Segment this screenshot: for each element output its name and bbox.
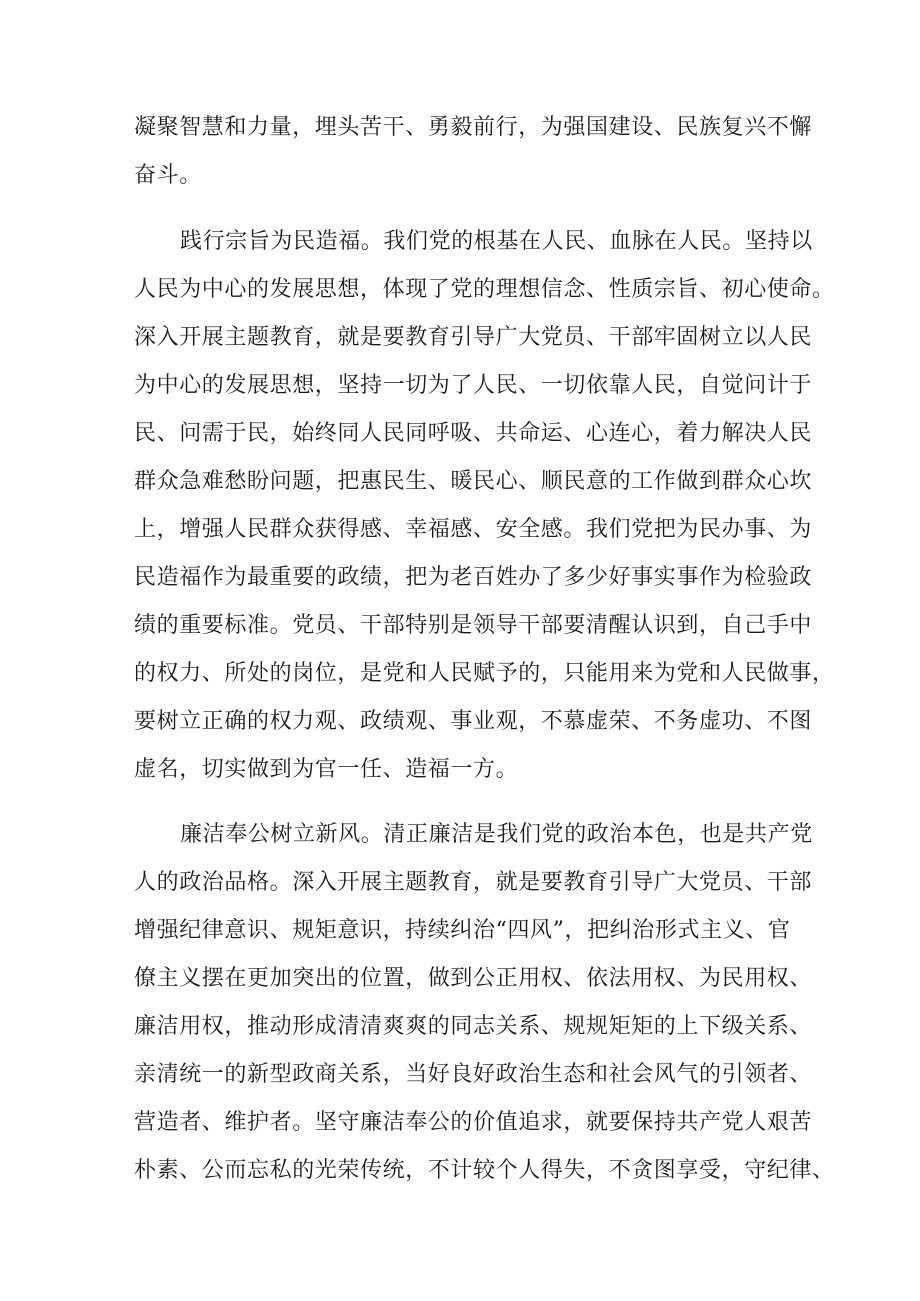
text-line: 群众急难愁盼问题，把惠民生、暖民心、顺民意的工作做到群众心坎 — [134, 469, 813, 494]
text-line: 僚主义摆在更加突出的位置，做到公正用权、依法用权、为民用权、 — [134, 966, 813, 991]
text-line: 凝聚智慧和力量，埋头苦干、勇毅前行，为强国建设、民族复兴不懈 — [134, 115, 813, 140]
text-line: 奋斗。 — [134, 163, 202, 188]
text-line: 践行宗旨为民造福。我们党的根基在人民、血脉在人民。坚持以 — [180, 229, 813, 254]
text-line: 民造福作为最重要的政绩，把为老百姓办了多少好事实事作为检验政 — [134, 565, 813, 590]
text-line: 人的政治品格。深入开展主题教育，就是要教育引导广大党员、干部 — [134, 870, 813, 895]
text-line: 增强纪律意识、规矩意识，持续纠治“四风”，把纠治形式主义、官 — [134, 918, 791, 943]
text-line: 营造者、维护者。坚守廉洁奉公的价值追求，就要保持共产党人艰苦 — [134, 1110, 813, 1135]
text-line: 的权力、所处的岗位，是党和人民赋予的，只能用来为党和人民做事， — [134, 661, 835, 686]
text-line: 绩的重要标准。党员、干部特别是领导干部要清醒认识到，自己手中 — [134, 613, 813, 638]
text-line: 民、问需于民，始终同人民同呼吸、共命运、心连心，着力解决人民 — [134, 421, 813, 446]
text-line: 朴素、公而忘私的光荣传统，不计较个人得失，不贪图享受，守纪律、 — [134, 1158, 835, 1183]
text-line: 要树立正确的权力观、政绩观、事业观，不慕虚荣、不务虚功、不图 — [134, 709, 813, 734]
text-line: 人民为中心的发展思想，体现了党的理想信念、性质宗旨、初心使命。 — [134, 277, 835, 302]
text-line: 廉洁用权，推动形成清清爽爽的同志关系、规规矩矩的上下级关系、 — [134, 1014, 813, 1039]
text-line: 虚名，切实做到为官一任、造福一方。 — [134, 757, 519, 782]
text-line: 为中心的发展思想，坚持一切为了人民、一切依靠人民，自觉问计于 — [134, 373, 813, 398]
text-line: 上，增强人民群众获得感、幸福感、安全感。我们党把为民办事、为 — [134, 517, 813, 542]
text-line: 深入开展主题教育，就是要教育引导广大党员、干部牢固树立以人民 — [134, 325, 813, 350]
text-line: 亲清统一的新型政商关系，当好良好政治生态和社会风气的引领者、 — [134, 1062, 813, 1087]
text-line: 廉洁奉公树立新风。清正廉洁是我们党的政治本色，也是共产党 — [180, 822, 813, 847]
